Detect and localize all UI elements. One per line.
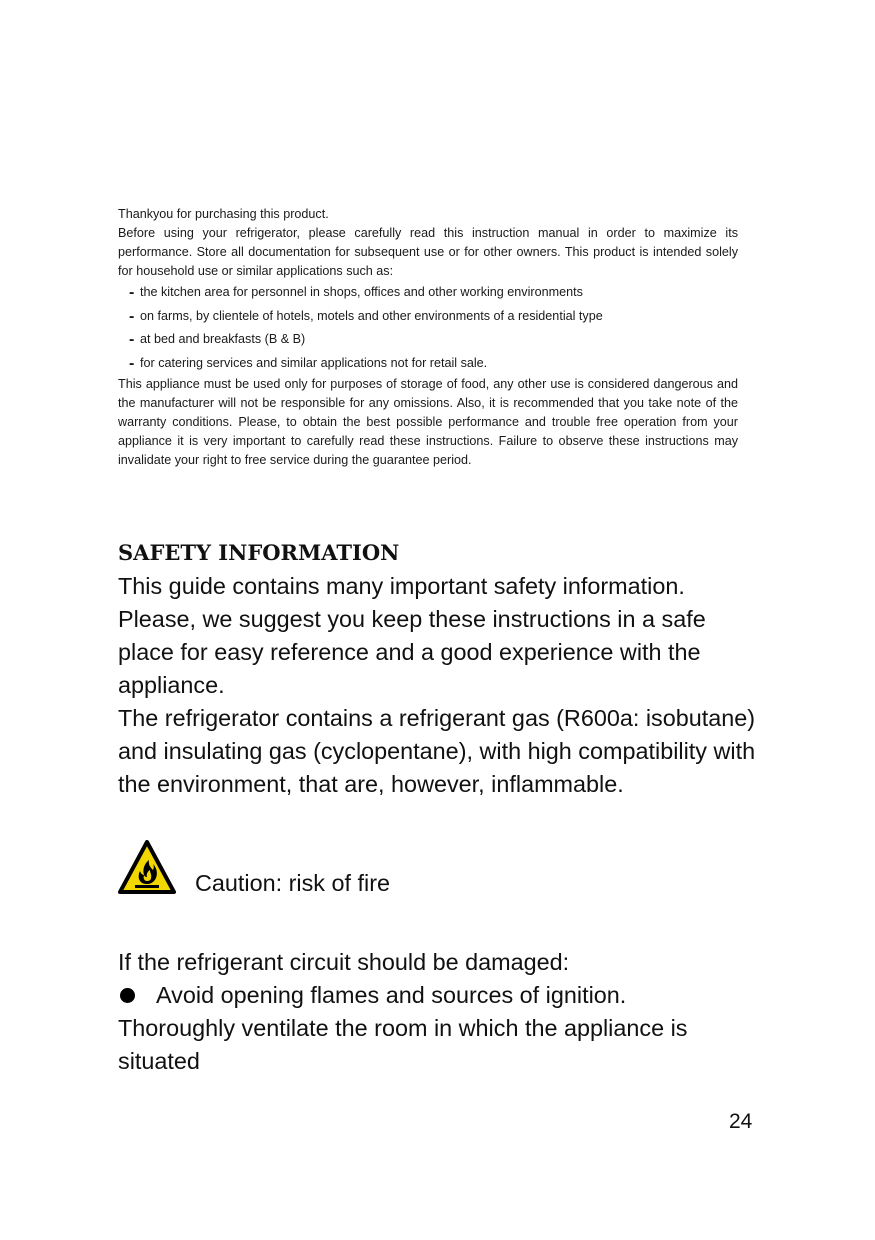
dash-bullet-icon: - <box>129 284 135 301</box>
section-title: SAFETY INFORMATION <box>118 540 400 565</box>
list-item: - on farms, by clientele of hotels, motels and other environments of a residential type <box>118 305 738 329</box>
intro-closing: This appliance must be used only for purposes of storage of food, any other use is considered dangerous and the manufacturer will not be responsible for any omissions. Also, it is recommended that you take note of the warranty conditions. Please, to obtain the best possible performance and trouble free operation from your appliance it is very important to carefully read these instructions. Failure to observe these instructions may invalidate your right to free service during the guarantee period. <box>118 377 738 467</box>
damage-intro: If the refrigerant circuit should be damaged: <box>118 949 570 975</box>
page-number: 24 <box>729 1110 753 1133</box>
dash-bullet-icon: - <box>129 307 135 325</box>
bullet-dot-icon <box>120 988 135 1003</box>
intro-section <box>118 205 738 470</box>
usage-list <box>118 281 738 375</box>
list-item: - the kitchen area for personnel in shops, offices and other working environments <box>118 281 738 305</box>
intro-paragraph: Before using your refrigerator, please carefully read this instruction manual in order to maximize its performance. Store all documentation for subsequent use or for other owners. This product is intended solely for household use or similar applications such as: <box>118 226 738 278</box>
caution-block <box>118 838 518 898</box>
dash-bullet-icon: - <box>129 354 135 372</box>
caution-text: Caution: risk of fire <box>195 870 390 896</box>
intro-thanks: Thankyou for purchasing this product. <box>118 207 329 221</box>
safety-paragraph-2: The refrigerator contains a refrigerant gas (R600a: isobutane) and insulating gas (cyclopentane), with high compatibility with the environment, that are, however, inflammable. <box>118 705 756 797</box>
list-item: - at bed and breakfasts (B & B) <box>118 328 738 352</box>
dash-bullet-icon: - <box>129 331 135 348</box>
safety-body <box>118 570 758 801</box>
flammable-warning-icon <box>118 840 176 895</box>
safety-paragraph-1: This guide contains many important safety information. Please, we suggest you keep these instructions in a safe place for easy reference and a good experience with the appliance. <box>118 573 706 698</box>
list-item: Avoid opening flames and sources of ignition. <box>118 979 758 1012</box>
refrigerant-damage-section <box>118 946 758 1078</box>
ventilate-instruction: Thoroughly ventilate the room in which the appliance is situated <box>118 1015 688 1074</box>
list-item: - for catering services and similar applications not for retail sale. <box>118 352 738 376</box>
